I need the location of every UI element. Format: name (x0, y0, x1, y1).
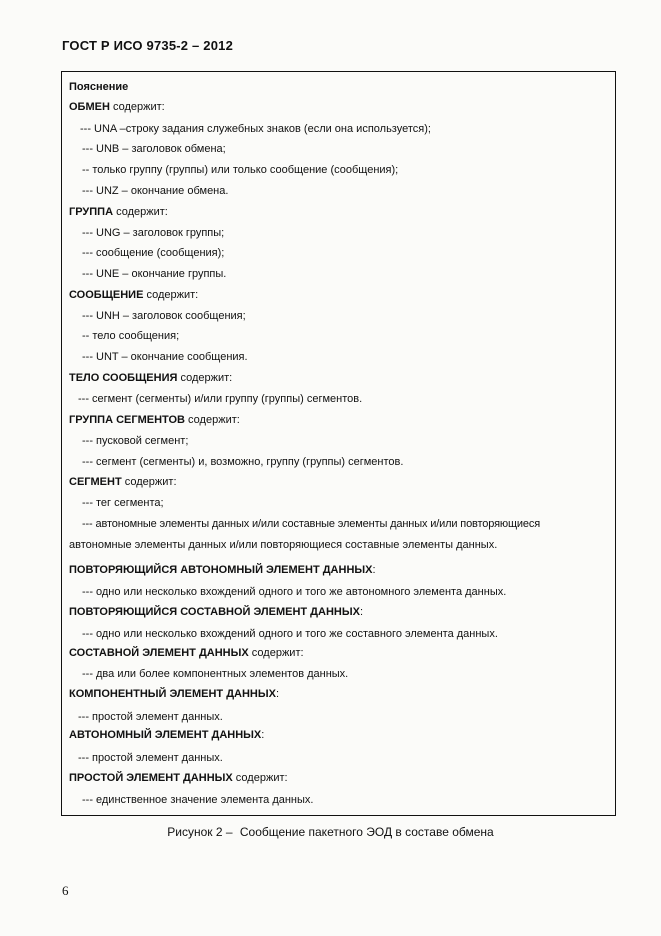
section-heading-simple: ПРОСТОЙ ЭЛЕМЕНТ ДАННЫХ содержит: (69, 772, 288, 784)
figure-caption-text: Сообщение пакетного ЭОД в составе обмена (239, 825, 494, 839)
section-heading-exchange: ОБМЕН содержит: (69, 101, 165, 113)
list-item: --- сообщение (сообщения); (82, 247, 225, 259)
list-item: -- тело сообщения; (82, 330, 180, 342)
list-item: --- тег сегмента; (82, 497, 164, 509)
list-item: --- пусковой сегмент; (82, 435, 189, 447)
figure-caption-label: Рисунок 2 – (167, 825, 233, 839)
section-heading-message: СООБЩЕНИЕ содержит: (69, 289, 199, 301)
list-item: -- только группу (группы) или только сообщение (сообщения); (82, 164, 399, 176)
section-heading-group: ГРУППА содержит: (69, 206, 168, 218)
list-item: --- простой элемент данных. (78, 752, 223, 764)
list-item: --- UNG – заголовок группы; (82, 227, 225, 239)
section-heading-message-body: ТЕЛО СООБЩЕНИЯ содержит: (69, 372, 233, 384)
list-item: --- UNZ – окончание обмена. (82, 185, 229, 197)
list-item: --- UNE – окончание группы. (82, 268, 227, 280)
list-item: --- UNH – заголовок сообщения; (82, 310, 246, 322)
explanation-box (61, 71, 616, 816)
list-item: --- единственное значение элемента данных. (82, 794, 314, 806)
list-item: --- два или более компонентных элементов данных. (82, 668, 349, 680)
section-heading-repeating-composite: ПОВТОРЯЮЩИЙСЯ СОСТАВНОЙ ЭЛЕМЕНТ ДАННЫХ: (69, 606, 364, 618)
list-item-continuation: автономные элементы данных и/или повторяющиеся составные элементы данных. (69, 539, 498, 551)
section-heading-repeating-standalone: ПОВТОРЯЮЩИЙСЯ АВТОНОМНЫЙ ЭЛЕМЕНТ ДАННЫХ: (69, 564, 376, 576)
section-heading-composite: СОСТАВНОЙ ЭЛЕМЕНТ ДАННЫХ содержит: (69, 647, 304, 659)
section-heading-segment-group: ГРУППА СЕГМЕНТОВ содержит: (69, 414, 240, 426)
list-item: --- одно или несколько вхождений одного и того же автономного элемента данных. (82, 586, 507, 598)
list-item: --- одно или несколько вхождений одного и того же составного элемента данных. (82, 628, 498, 640)
list-item: --- UNB – заголовок обмена; (82, 143, 226, 155)
section-heading-standalone: АВТОНОМНЫЙ ЭЛЕМЕНТ ДАННЫХ: (69, 729, 265, 741)
list-item: --- простой элемент данных. (78, 711, 223, 723)
box-heading: Пояснение (69, 81, 129, 93)
section-heading-segment: СЕГМЕНТ содержит: (69, 476, 177, 488)
list-item: --- UNT – окончание сообщения. (82, 351, 248, 363)
list-item: --- сегмент (сегменты) и, возможно, группу (группы) сегментов. (82, 456, 404, 468)
list-item: --- автономные элементы данных и/или составные элементы данных и/или повторяющиеся (82, 518, 541, 530)
figure-caption (0, 825, 661, 839)
page-number: 6 (62, 883, 69, 898)
document-header-title: ГОСТ Р ИСО 9735-2 – 2012 (62, 38, 233, 53)
list-item: --- сегмент (сегменты) и/или группу (группы) сегментов. (78, 393, 363, 405)
list-item: --- UNA –строку задания служебных знаков (если она используется); (80, 123, 431, 135)
section-heading-component: КОМПОНЕНТНЫЙ ЭЛЕМЕНТ ДАННЫХ: (69, 688, 280, 700)
